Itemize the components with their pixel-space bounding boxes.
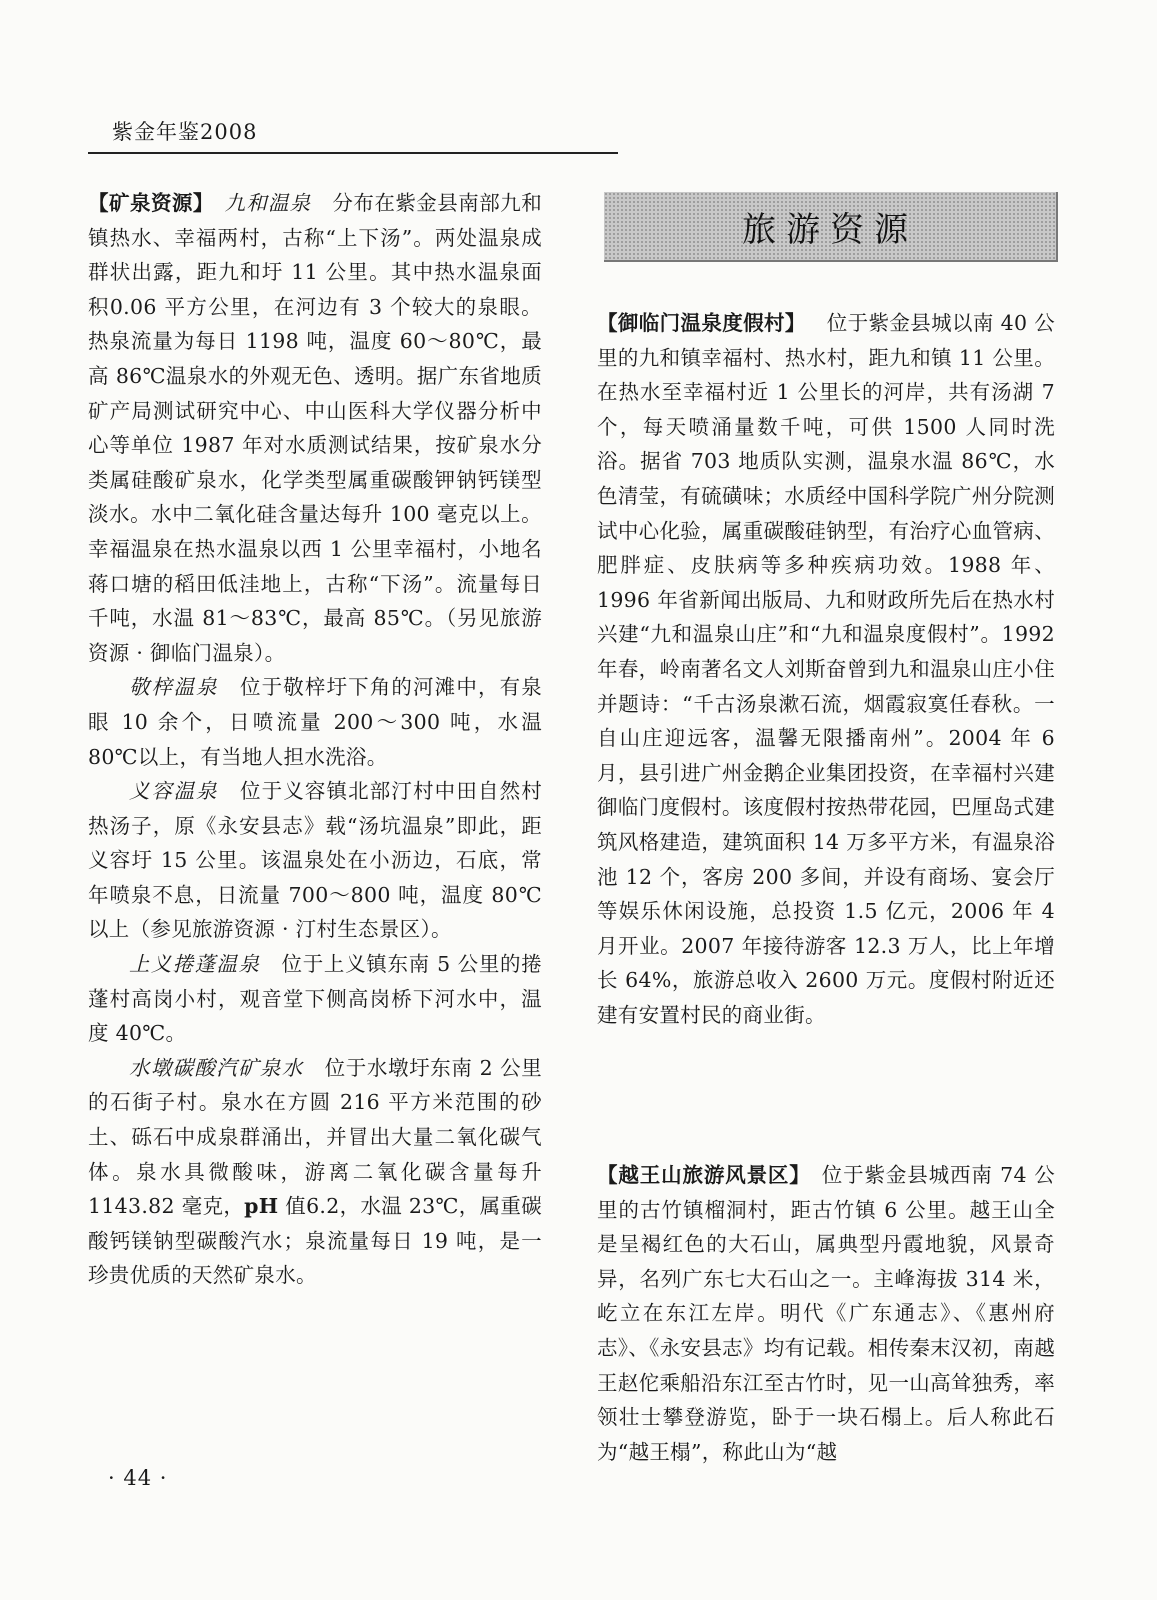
yirong-text: 位于义容镇北部汀村中田自然村热汤子，原《永安县志》载“汤坑温泉”即此，距义容圩 15 公里。该温泉处在小沥边，石底，常年喷泉不息，日流量 700～800 吨，温度 80℃以上（参见旅游资源 · 汀村生态景区）。	[88, 779, 543, 942]
shuidun-text-part1: 位于水墩圩东南 2 公里的石街子村。泉水在方圆 216 平方米范围的砂土、砾石中成泉群涌出，并冒出大量二氧化碳气体。泉水具微酸味，游离二氧化碳含量每升 1143.82 毫克，	[88, 1055, 542, 1219]
mineral-spring-paragraph	[88, 186, 542, 670]
page-number: · 44 ·	[108, 1466, 168, 1490]
mineral-spring-tag: 【矿泉资源】	[88, 191, 214, 215]
header-rule	[88, 152, 618, 154]
yirong-subhead: 义容温泉	[129, 779, 219, 804]
yuewangshan-text: 位于紫金县城西南 74 公里的古竹镇榴洞村，距古竹镇 6 公里。越王山全是呈褐红色的大石山，属典型丹霞地貌，风景奇异，名列广东七大石山之一。主峰海拔 314 米，屹立在东江左岸。明代《广东通志》、《惠州府志》、《永安县志》均有记载。相传秦末汉初，南越王赵佗乘船沿东江至古竹时，见一山高耸独秀，率领壮士攀登游览，卧于一块石榻上。后人称此石为“越王榻”，称此山为“越	[597, 1163, 1055, 1464]
shuidun-text-part2: 值6.2，水温 23℃，属重碳酸钙镁钠型碳酸汽水；泉流量每日 19 吨，是一珍贵优质的天然矿泉水。	[88, 1194, 542, 1288]
yuewangshan-entry	[597, 1158, 1055, 1469]
jiuhe-hot-spring-text: 分布在紫金县南部九和镇热水、幸福两村，古称“上下汤”。两处温泉成群状出露，距九和圩 11 公里。其中热水温泉面积0.06 平方公里，在河边有 3 个较大的泉眼。热泉流量为每日 1198 吨，温度 60～80℃，最高 86℃温泉水的外观无色、透明。据广东省地质矿产局测试研究中心、中山医科大学仪器分析中心等单位 1987 年对水质测试结果，按矿泉水分类属硅酸矿泉水，化学类型属重碳酸钾钠钙镁型淡水。水中二氧化硅含量达每升 100 毫克以上。幸福温泉在热水温泉以西 1 公里幸福村，小地名蒋口塘的稻田低洼地上，古称“下汤”。流量每日千吨，水温 81～83℃，最高 85℃。（另见旅游资源 · 御临门温泉）。	[88, 191, 543, 665]
running-title: 紫金年鉴2008	[112, 120, 258, 144]
jingzi-subhead: 敬梓温泉	[129, 675, 219, 700]
jingzi-paragraph	[88, 670, 542, 774]
yuewangshan-tag: 【越王山旅游风景区】	[597, 1163, 811, 1187]
section-banner	[604, 192, 1058, 262]
yuewangshan-paragraph	[597, 1158, 1055, 1469]
ph-label: pH	[244, 1194, 279, 1219]
jiuhe-hot-spring-subhead: 九和温泉	[224, 191, 312, 215]
yulinmen-tag: 【御临门温泉度假村】	[597, 311, 806, 335]
shangyi-text: 位于上义镇东南 5 公里的捲蓬村高岗小村，观音堂下侧高岗桥下河水中，温度 40℃。	[88, 952, 542, 1046]
jingzi-text: 位于敬梓圩下角的河滩中，有泉眼 10 余个，日喷流量 200～300 吨，水温 80℃以上，有当地人担水洗浴。	[88, 675, 543, 769]
section-title: 旅游资源	[742, 209, 918, 250]
left-column	[88, 186, 542, 1293]
yulinmen-entry	[597, 306, 1055, 1032]
shangyi-paragraph	[88, 947, 542, 1051]
shuidun-subhead: 水墩碳酸汽矿泉水	[129, 1055, 304, 1080]
yulinmen-paragraph	[597, 306, 1055, 1032]
yulinmen-text: 位于紫金县城以南 40 公里的九和镇幸福村、热水村，距九和镇 11 公里。在热水至幸福村近 1 公里长的河岸，共有汤湖 7 个，每天喷涌量数千吨，可供 1500 人同时洗浴。据省 703 地质队实测，温泉水温 86℃，水色清莹，有硫磺味；水质经中国科学院广州分院测试中心化验，属重碳酸硅钠型，有治疗心血管病、肥胖症、皮肤病等多种疾病功效。1988 年、1996 年省新闻出版局、九和财政所先后在热水村兴建“九和温泉山庄”和“九和温泉度假村”。1992 年春，岭南著名文人刘斯奋曾到九和温泉山庄小住并题诗：“千古汤泉漱石流，烟霞寂寞任春秋。一自山庄迎远客，温馨无限播南州”。2004 年 6 月，县引进广州金鹅企业集团投资，在幸福村兴建御临门度假村。该度假村按热带花园，巴厘岛式建筑风格建造，建筑面积 14 万多平方米，有温泉浴池 12 个，客房 200 多间，并设有商场、宴会厅等娱乐休闲设施，总投资 1.5 亿元，2006 年 4 月开业。2007 年接待游客 12.3 万人，比上年增长 64%，旅游总收入 2600 万元。度假村附近还建有安置村民的商业街。	[597, 311, 1055, 1027]
shangyi-subhead: 上义捲蓬温泉	[129, 952, 261, 977]
yirong-paragraph	[88, 774, 542, 947]
shuidun-paragraph	[88, 1051, 542, 1293]
